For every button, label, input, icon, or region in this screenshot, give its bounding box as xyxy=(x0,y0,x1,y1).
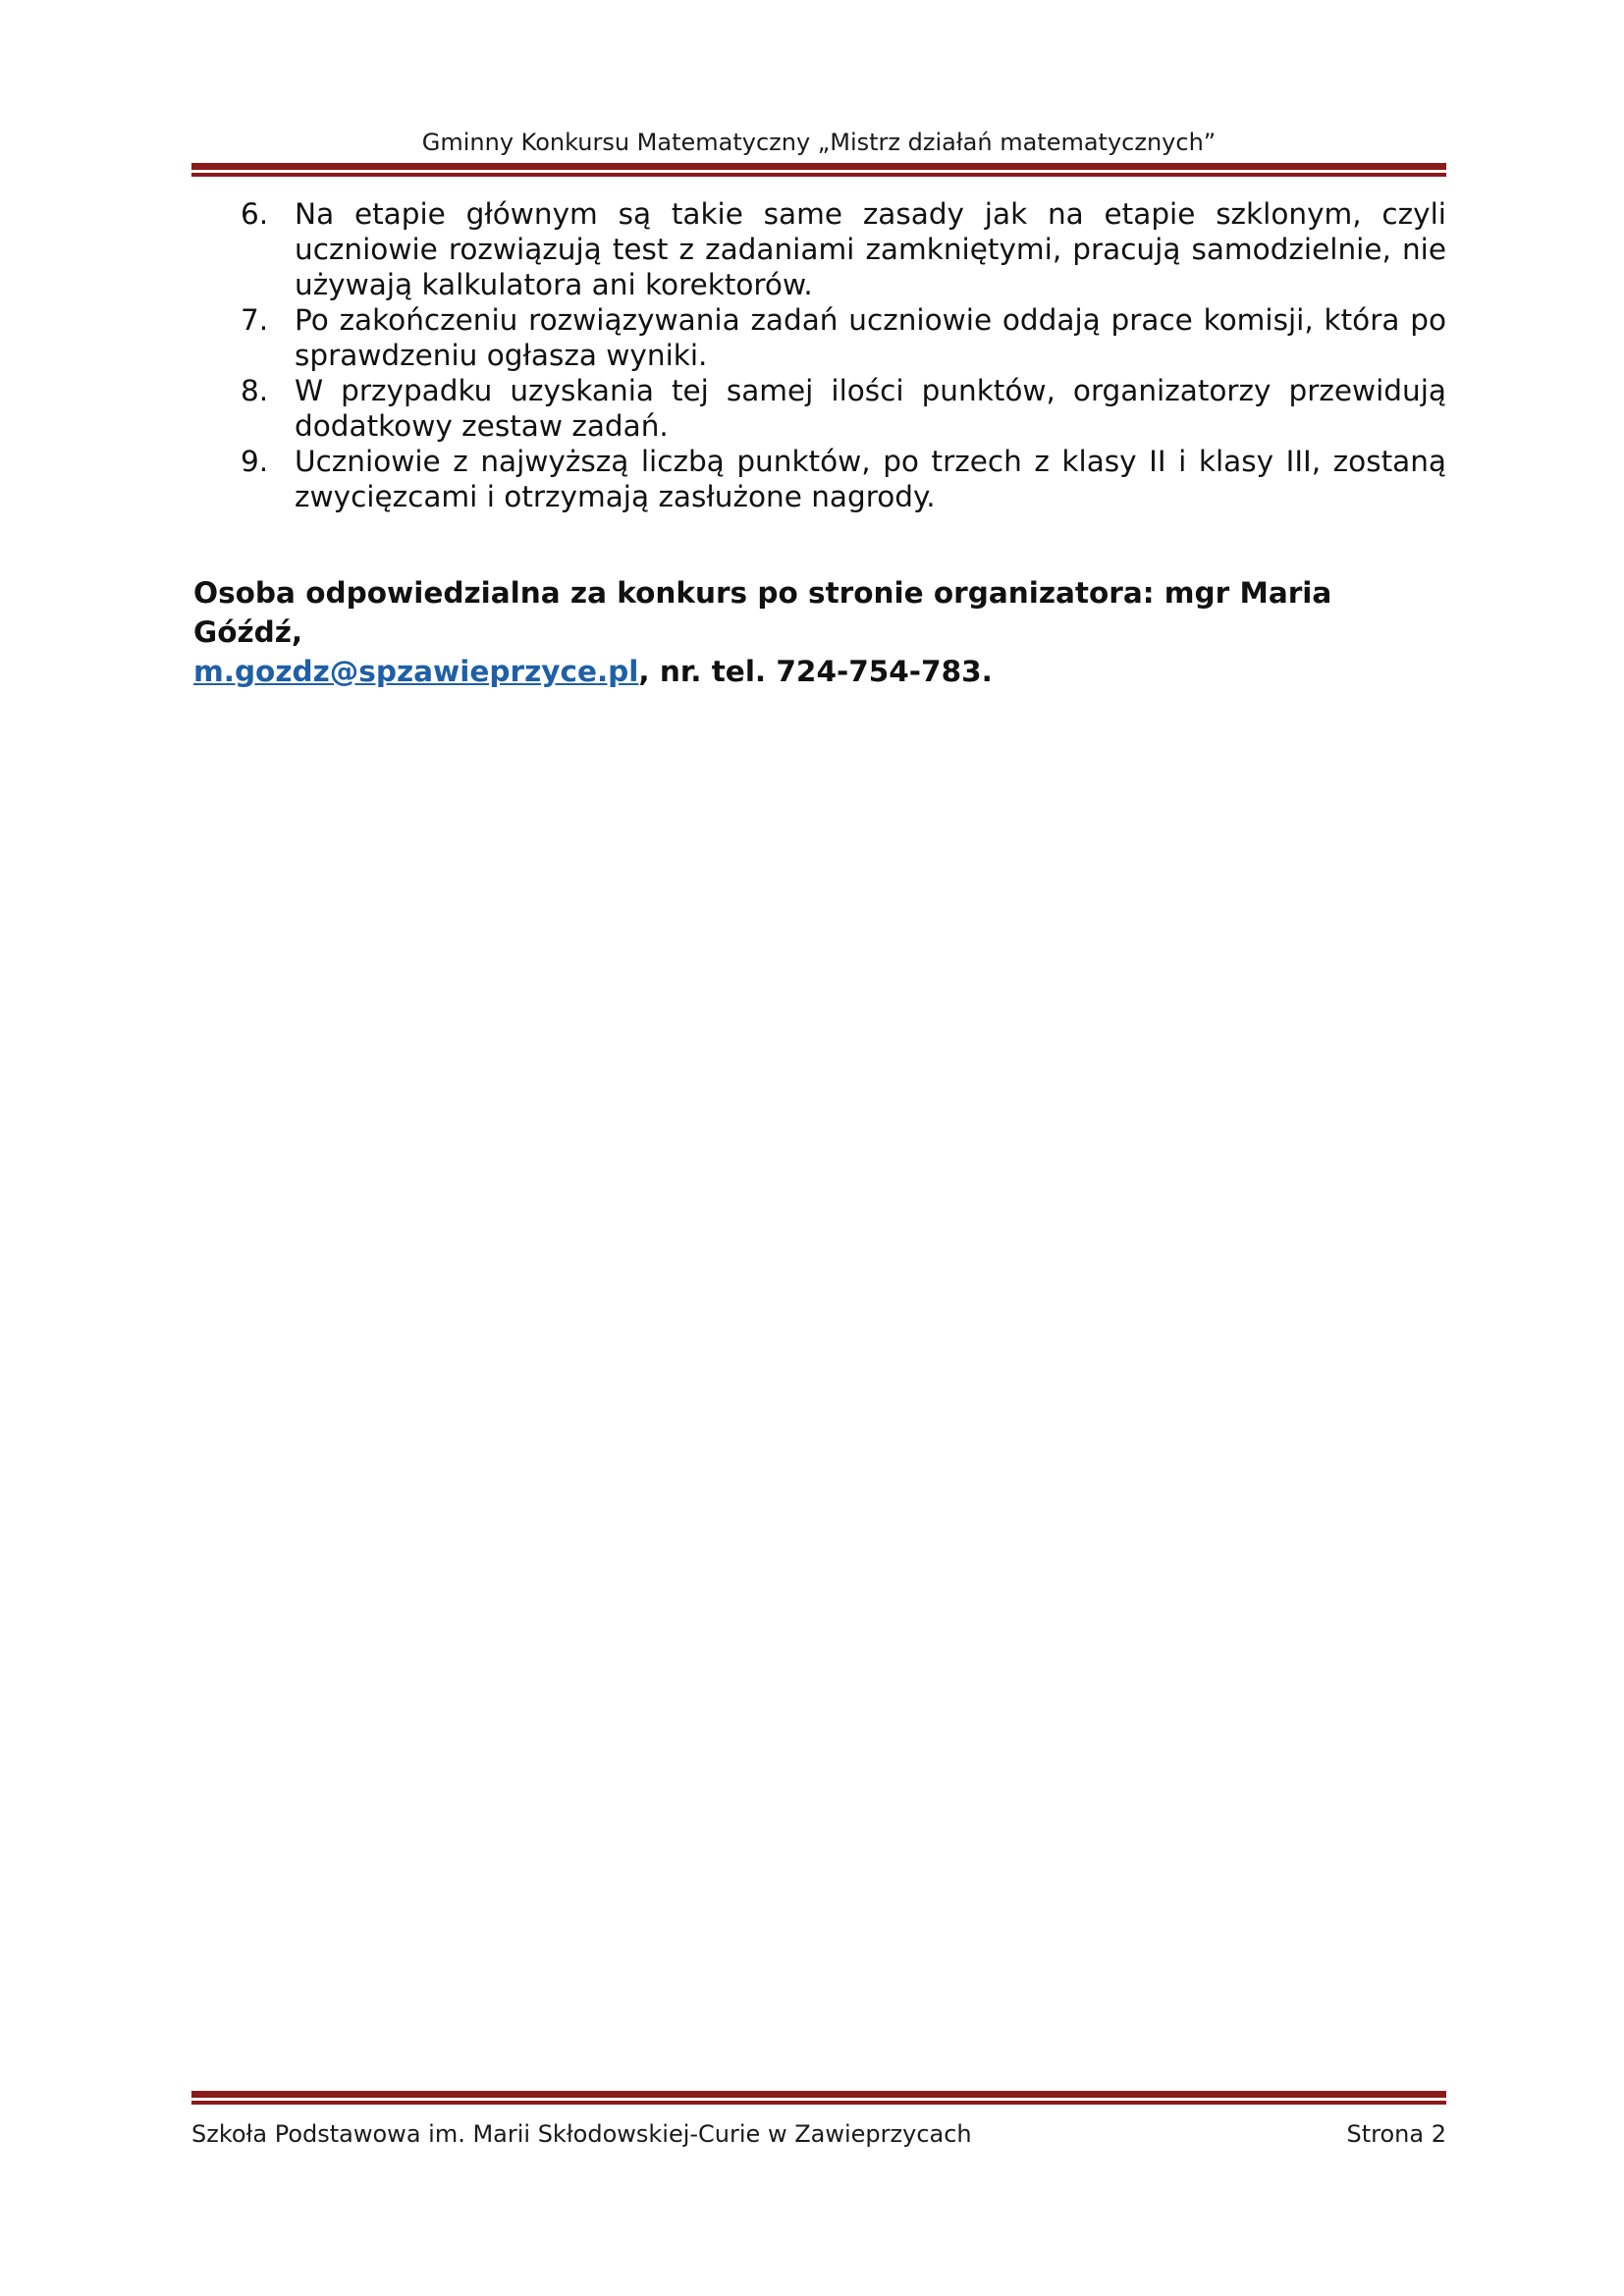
contact-label: Osoba odpowiedzialna za konkurs po stronie organizatora: mgr Maria Góźdź, xyxy=(193,576,1332,649)
list-item-number: 9. xyxy=(241,445,269,478)
list-item-text: Na etapie głównym są takie same zasady jak na etapie szklonym, czyli uczniowie rozwiązują test z zadaniami zamkniętymi, pracują samodzielnie, nie używają kalkulatora ani korektorów. xyxy=(295,197,1446,301)
header-rule-thin xyxy=(191,173,1446,177)
footer-row xyxy=(191,2118,1446,2150)
footer-school-name: Szkoła Podstawowa im. Marii Skłodowskiej-Curie w Zawieprzycach xyxy=(191,2120,972,2148)
list-item-text: Po zakończeniu rozwiązywania zadań uczniowie oddają prace komisji, która po sprawdzeniu ogłasza wyniki. xyxy=(295,303,1446,372)
list-item-text: Uczniowie z najwyższą liczbą punktów, po trzech z klasy II i klasy III, zostaną zwycięzcami i otrzymają zasłużone nagrody. xyxy=(295,445,1446,513)
list-item xyxy=(241,196,1446,302)
contact-line xyxy=(193,652,1446,691)
main-content xyxy=(241,196,1446,514)
list-item-number: 6. xyxy=(241,197,269,231)
list-item xyxy=(241,302,1446,373)
header-rule xyxy=(191,163,1446,179)
contact-block xyxy=(193,573,1446,691)
list-item-number: 7. xyxy=(241,303,269,337)
list-item xyxy=(241,444,1446,514)
footer-rule xyxy=(191,2091,1446,2107)
rules-list xyxy=(241,196,1446,514)
email-link[interactable]: m.gozdz@spzawieprzyce.pl xyxy=(193,655,639,688)
footer-page-number: Strona 2 xyxy=(1346,2120,1446,2148)
list-item xyxy=(241,373,1446,444)
footer-rule-thin xyxy=(191,2101,1446,2105)
list-item-number: 8. xyxy=(241,374,269,407)
header-title: Gminny Konkursu Matematyczny „Mistrz działań matematycznych” xyxy=(421,129,1217,156)
page-header xyxy=(191,126,1446,179)
list-item-text: W przypadku uzyskania tej samej ilości punktów, organizatorzy przewidują dodatkowy zestaw zadań. xyxy=(295,374,1446,443)
footer-rule-thick xyxy=(191,2091,1446,2098)
phone-text: , nr. tel. 724-754-783. xyxy=(638,655,993,688)
header-rule-thick xyxy=(191,163,1446,170)
page-footer xyxy=(191,2091,1446,2150)
